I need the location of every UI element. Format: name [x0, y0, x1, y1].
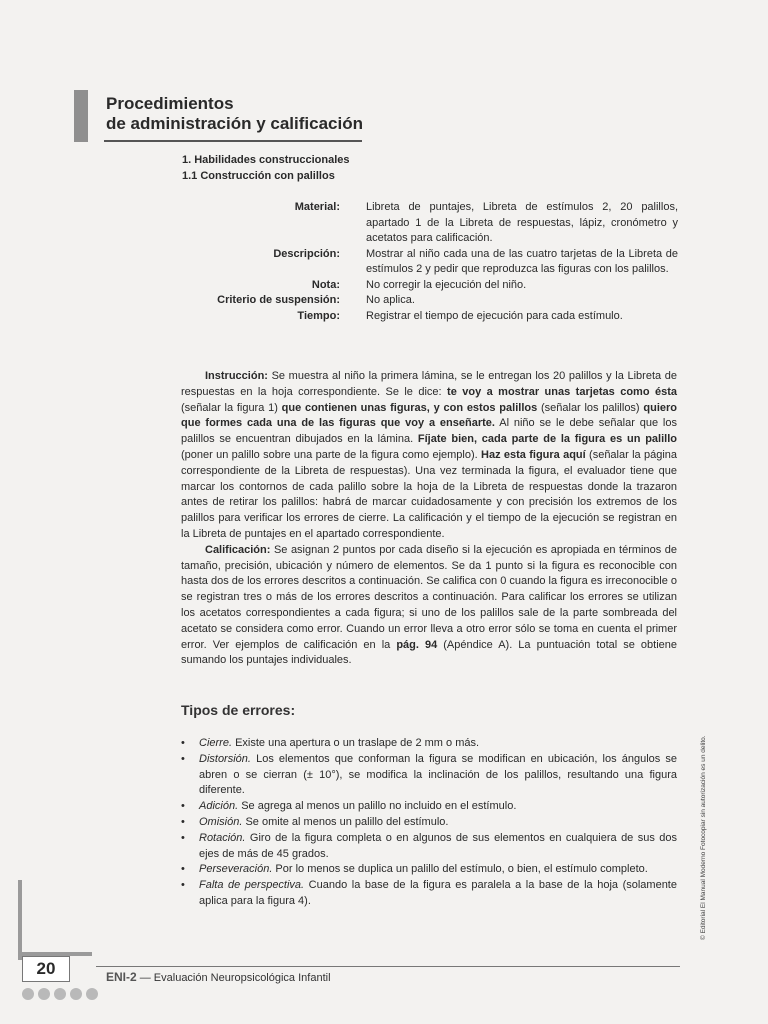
error-desc: Los elementos que conforman la figura se modifican en ubicación, los ángulos se abren o se cierran (± 10°), se modifica la inclinación de los palillos, resultando una figura diferente.	[199, 752, 677, 797]
meta-value: No aplica.	[366, 294, 415, 306]
meta-row-descripcion	[182, 247, 678, 278]
meta-value: No corregir la ejecución del niño.	[366, 278, 527, 291]
meta-row-tiempo	[182, 309, 678, 325]
calificacion-lead: Calificación:	[205, 543, 271, 556]
meta-row-criterio	[182, 293, 678, 309]
decorative-dot	[38, 988, 50, 1000]
list-item	[181, 862, 677, 878]
meta-label: Criterio de suspensión:	[217, 294, 340, 306]
page-title-line2: de administración y calificación	[106, 114, 363, 133]
errors-list	[181, 736, 677, 910]
footer-decoration-vertical	[18, 880, 22, 960]
bold-run: te voy a mostrar unas tarjetas como ésta	[447, 385, 678, 398]
meta-value: Libreta de puntajes, Libreta de estímulos 2, 20 palillos, apartado 1 de la Libreta de respuestas, lápiz, cronómetro y acetatos para calificación.	[366, 201, 678, 244]
page-number: 20	[22, 956, 70, 982]
bold-run: Fíjate bien, cada parte de la figura es un palillo	[417, 433, 677, 446]
error-term: Cierre.	[199, 737, 233, 749]
meta-label: Descripción:	[273, 247, 340, 260]
meta-row-nota	[182, 278, 678, 294]
bold-run: quiero que formes cada una de las figuras que voy a enseñarte.	[181, 401, 677, 430]
section-heading-2: 1.1 Construcción con palillos	[182, 170, 335, 182]
decorative-dot	[22, 988, 34, 1000]
error-desc: Por lo menos se duplica un palillo del estímulo, o bien, el estímulo completo.	[272, 863, 648, 876]
error-term: Perseveración.	[199, 863, 273, 876]
list-item	[181, 752, 677, 799]
error-desc: Existe una apertura o un traslape de 2 mm o más.	[232, 737, 480, 749]
list-item	[181, 736, 677, 752]
footer-brand: ENI-2	[106, 970, 137, 984]
list-item	[181, 878, 677, 910]
copyright-notice: © Editorial El Manual Moderno Fotocopiar sin autorización es un delito.	[700, 735, 707, 940]
text-run: Al niño se le debe señalar que los palillos se encuentran dibujados en la lámina.	[181, 417, 677, 446]
header-accent-bar	[74, 90, 88, 142]
errors-heading: Tipos de errores:	[181, 702, 296, 718]
meta-label: Tiempo:	[297, 309, 340, 322]
list-item	[181, 815, 677, 831]
page-title	[106, 94, 363, 134]
footer-rule	[96, 966, 680, 967]
page-title-line1: Procedimientos	[106, 94, 234, 113]
page-reference: pág. 94	[396, 638, 438, 651]
text-run: (señalar la figura 1)	[181, 401, 282, 414]
meta-value: Registrar el tiempo de ejecución para cada estímulo.	[366, 309, 623, 322]
instruccion-lead: Instrucción:	[205, 370, 268, 382]
meta-row-material	[182, 200, 678, 247]
error-desc: Cuando la base de la figura es paralela a la base de la hoja (solamente aplica para la figura 4).	[199, 879, 677, 907]
footer-dots	[22, 988, 98, 1000]
body-text	[181, 369, 677, 669]
section-heading-1: 1. Habilidades construccionales	[182, 154, 350, 166]
footer-running-title	[106, 970, 331, 984]
calificacion-paragraph	[181, 543, 677, 669]
bold-run: que contienen unas figuras, y con estos palillos	[281, 401, 538, 414]
meta-label: Nota:	[311, 278, 340, 291]
section-headings	[182, 152, 350, 184]
error-term: Distorsión.	[199, 752, 251, 765]
list-item	[181, 799, 677, 815]
decorative-dot	[86, 988, 98, 1000]
text-run: (Apéndice A). La puntuación total se obtiene sumando los puntajes individuales.	[181, 638, 678, 667]
text-run: Se muestra al niño la primera lámina, se le entregan los 20 palillos y la Libreta de respuestas en la hoja correspondiente. Se le dice:	[181, 370, 677, 398]
error-term: Falta de perspectiva.	[199, 879, 305, 892]
error-term: Rotación.	[199, 831, 246, 844]
text-run: (señalar los palillos)	[537, 401, 644, 414]
error-desc: Se omite al menos un palillo del estímulo.	[242, 815, 449, 828]
list-item	[181, 831, 677, 863]
decorative-dot	[54, 988, 66, 1000]
bold-run: Haz esta figura aquí	[481, 448, 586, 461]
error-term: Omisión.	[199, 815, 243, 828]
error-desc: Se agrega al menos un palillo no incluido en el estímulo.	[238, 800, 517, 813]
text-run: (poner un palillo sobre una parte de la figura como ejemplo).	[181, 448, 482, 461]
decorative-dot	[70, 988, 82, 1000]
error-desc: Giro de la figura completa o en algunos de sus elementos en cualquiera de sus dos ejes de más de 45 grados.	[199, 831, 677, 860]
meta-value: Mostrar al niño cada una de las cuatro tarjetas de la Libreta de estímulos 2 y pedir que reproduzca las figuras con los palillos.	[366, 247, 678, 275]
header-rule	[104, 140, 362, 142]
footer-subtitle: — Evaluación Neuropsicológica Infantil	[136, 972, 331, 984]
materials-table	[182, 200, 678, 324]
text-run: (señalar la página correspondiente de la Libreta de respuestas). Una vez terminada la figura, el evaluador tiene que marcar los contornos de cada palillo sobre la hoja de la Libreta de respuestas donde la trazaron antes de retirar los palillos: habrá de marcar cuidadosamente y con precisión los extremos de los palillos para verificar los errores de cierre. La calificación y el tiempo de la ejecución se registran en la Libreta de puntajes en el apartado correspondiente.	[181, 448, 677, 540]
instruccion-paragraph	[181, 369, 677, 543]
meta-label: Material:	[294, 201, 340, 213]
error-term: Adición.	[199, 800, 239, 813]
text-run: Se asignan 2 puntos por cada diseño si la ejecución es apropiada en términos de tamaño, precisión, ubicación y número de elementos. Se da 1 punto si la figura es reconocible con hasta dos de los errores descritos a continuación. Se califica con 0 cuando la figura es irreconocible o se registran tres o más de los errores descritos a continuación. Para calificar los errores se utilizan los acetatos correspondientes a cada figura; si uno de los palillos sale de la parte sombreada del acetato se considera como error. Cuando un error lleva a otro error sólo se toma en cuenta el primer error. Ver ejemplos de calificación en la	[181, 543, 677, 651]
